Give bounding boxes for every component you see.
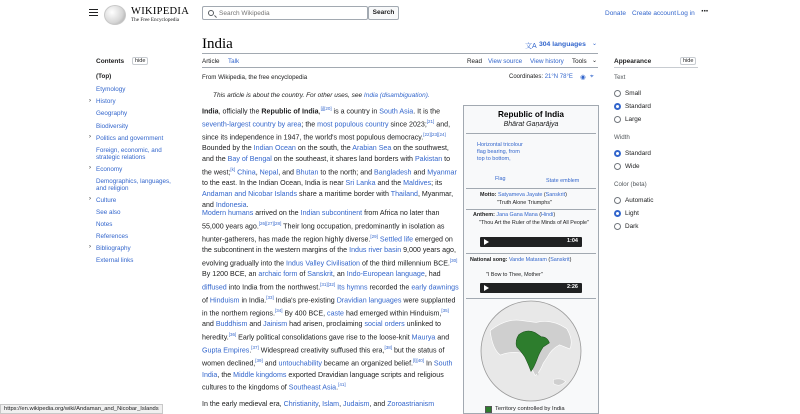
- main-menu-icon[interactable]: [89, 9, 98, 17]
- play-icon[interactable]: [484, 239, 489, 245]
- anthem-label: Anthem:: [473, 212, 495, 218]
- create-account-link[interactable]: Create account: [632, 10, 677, 17]
- orthographic-map[interactable]: [480, 300, 582, 402]
- appearance-title: Appearance: [614, 58, 652, 65]
- logo-wordmark[interactable]: WIKIPEDIA: [131, 6, 190, 17]
- infobox: [463, 105, 599, 414]
- toc-item-foreign-relations-2[interactable]: strategic relations: [96, 154, 146, 161]
- radio-large[interactable]: [614, 116, 621, 123]
- toc-item-see-also[interactable]: See also: [96, 209, 121, 216]
- tab-view-history[interactable]: View history: [530, 58, 564, 65]
- flag-link[interactable]: Flag: [495, 176, 506, 182]
- toc-item-economy[interactable]: Economy: [96, 166, 123, 173]
- hatnote-link[interactable]: India (disambiguation).: [363, 92, 430, 99]
- toc-item-biodiversity[interactable]: Biodiversity: [96, 123, 129, 130]
- color-dark-label: Dark: [625, 223, 639, 230]
- motto-row: Motto: Satyameva Jayate (Sanskrit): [480, 192, 567, 198]
- radio-light[interactable]: [614, 210, 621, 217]
- motto-label: Motto:: [480, 192, 497, 198]
- infobox-title: Republic of India: [498, 110, 564, 119]
- radio-width-wide[interactable]: [614, 163, 621, 170]
- toc-item-bibliography[interactable]: Bibliography: [96, 245, 131, 252]
- page-title: India: [202, 36, 233, 52]
- expand-economy-icon[interactable]: ›: [89, 165, 91, 171]
- toc-item-geography[interactable]: Geography: [96, 110, 128, 117]
- hatnote-text: This article is about the country. For other uses, see: [213, 92, 363, 99]
- paragraph-medieval: In the early medieval era, Christianity, Islam, Judaism, and Zoroastrianism: [202, 400, 435, 408]
- coordinates: [509, 74, 573, 80]
- radio-small[interactable]: [614, 90, 621, 97]
- map-pin-icon[interactable]: ⌖: [590, 73, 594, 80]
- toc-item-notes[interactable]: Notes: [96, 221, 113, 228]
- infobox-divider-4: [466, 253, 596, 254]
- anthem-language-link[interactable]: Hindi: [541, 212, 554, 218]
- radio-standard[interactable]: [614, 103, 621, 110]
- globe-icon[interactable]: ◉: [580, 74, 586, 81]
- anthem-translation: "Thou Art the Ruler of the Minds of All People": [479, 220, 589, 226]
- search-input[interactable]: [219, 9, 359, 18]
- toc-item-demographics[interactable]: Demographics, languages,: [96, 178, 171, 185]
- legend-text: Territory controlled by India: [495, 406, 565, 412]
- paragraph-intro: India, officially the Republic of India,[j][20] is a country in South Asia. It is the seventh-largest country by area; the most populous country since 2023;[21] and, since its independence in 1947, the world's most populous democracy.[22][23][24] Bounded by the Indian Ocean on the south, the Arabian Sea on the southwest, and the Bay of Bengal on the southeast, it shares land borders with Pakistan to the west;[k] China, Nepal, and Bhutan to the north; and Bangladesh and Myanmar to the east. In the Indian Ocean, India is near Sri Lanka and the Maldives; its Andaman and Nicobar Islands share a maritime border with Thailand, Myanmar, and Indonesia.: [202, 106, 457, 209]
- header: [0, 0, 800, 28]
- more-options-icon[interactable]: ···: [701, 6, 708, 17]
- national-song-label: National song:: [470, 257, 508, 263]
- color-label: Color (beta): [614, 181, 647, 188]
- anthem-row: Anthem: Jana Gana Mana (Hindi): [473, 212, 556, 218]
- radio-dark[interactable]: [614, 223, 621, 230]
- width-standard-label: Standard: [625, 150, 651, 157]
- expand-bibliography-icon[interactable]: ›: [89, 244, 91, 250]
- tab-article[interactable]: Article: [202, 58, 220, 68]
- motto-language-link[interactable]: Sanskrit: [545, 192, 566, 198]
- motto-link[interactable]: Satyameva Jayate: [497, 192, 543, 198]
- toc-title: Contents: [96, 58, 125, 65]
- anthem-link[interactable]: Jana Gana Mana: [496, 212, 538, 218]
- infobox-divider-5: [466, 298, 596, 299]
- title-divider: [202, 53, 598, 54]
- toc-item-politics[interactable]: Politics and government: [96, 135, 164, 142]
- tools-menu[interactable]: Tools: [572, 58, 587, 65]
- tools-chevron-icon[interactable]: ⌄: [592, 58, 598, 64]
- expand-politics-icon[interactable]: ›: [89, 134, 91, 140]
- text-small-label: Small: [625, 90, 641, 97]
- legend-swatch: [485, 406, 492, 413]
- color-automatic-label: Automatic: [625, 197, 654, 204]
- anthem-duration: 1:04: [566, 238, 578, 244]
- toc-hide-button[interactable]: hide: [132, 57, 148, 65]
- tab-read[interactable]: Read: [467, 58, 482, 68]
- flag-image-alt[interactable]: Horizontal tricolour flag bearing, from top to bottom,: [477, 142, 523, 162]
- appearance-divider: [614, 67, 698, 68]
- national-song-audio-player[interactable]: [480, 283, 582, 293]
- national-song-language-link[interactable]: Sanskrit: [550, 257, 570, 263]
- donate-link[interactable]: Donate: [605, 10, 626, 17]
- radio-width-standard[interactable]: [614, 150, 621, 157]
- play-icon[interactable]: [484, 285, 489, 291]
- infobox-divider: [466, 133, 596, 134]
- toc-item-culture[interactable]: Culture: [96, 197, 117, 204]
- login-link[interactable]: Log in: [677, 10, 695, 17]
- text-standard-label: Standard: [625, 103, 651, 110]
- tab-view-source[interactable]: View source: [488, 58, 523, 65]
- infobox-divider-2: [466, 188, 596, 189]
- search-icon: [208, 10, 214, 16]
- toc-item-top[interactable]: (Top): [96, 73, 112, 80]
- tabs-divider: [202, 67, 598, 68]
- search-box[interactable]: [202, 6, 368, 20]
- radio-automatic[interactable]: [614, 197, 621, 204]
- appearance-hide-button[interactable]: hide: [680, 57, 696, 65]
- anthem-audio-player[interactable]: [480, 237, 582, 247]
- toc-item-etymology[interactable]: Etymology: [96, 86, 126, 93]
- chevron-down-icon[interactable]: ⌄: [592, 41, 598, 47]
- wikipedia-globe-logo[interactable]: [104, 5, 126, 25]
- national-song-link[interactable]: Vande Mataram: [508, 257, 547, 263]
- tab-talk[interactable]: Talk: [228, 58, 240, 65]
- toc-item-history[interactable]: History: [96, 98, 116, 105]
- infobox-divider-3: [466, 209, 596, 210]
- infobox-native-name: Bhārat Gaṇarājya: [503, 121, 559, 128]
- tagline: From Wikipedia, the free encyclopedia: [202, 74, 308, 81]
- coordinates-link[interactable]: 21°N 78°E: [544, 74, 573, 80]
- national-song-translation: "I Bow to Thee, Mother": [486, 272, 543, 278]
- coordinates-label: Coordinates:: [509, 74, 544, 80]
- color-light-label: Light: [625, 210, 639, 217]
- width-wide-label: Wide: [625, 163, 640, 170]
- text-large-label: Large: [625, 116, 642, 123]
- search-button[interactable]: Search: [368, 6, 399, 20]
- width-label: Width: [614, 134, 630, 141]
- national-song-row: National song: Vande Mataram (Sanskrit): [470, 257, 572, 263]
- toc-item-references[interactable]: References: [96, 233, 129, 240]
- language-button[interactable]: 304 languages: [539, 41, 586, 48]
- expand-history-icon[interactable]: ›: [89, 98, 91, 104]
- toc-item-foreign-relations[interactable]: Foreign, economic, and: [96, 147, 162, 154]
- hatnote: [213, 92, 430, 99]
- motto-translation: "Truth Alone Triumphs": [497, 200, 552, 206]
- state-emblem-link[interactable]: State emblem: [546, 178, 580, 184]
- national-song-duration: 2:26: [566, 284, 578, 290]
- toc-item-demographics-2[interactable]: and religion: [96, 185, 129, 192]
- text-size-label: Text: [614, 74, 626, 81]
- language-icon[interactable]: 文A: [525, 43, 537, 50]
- logo-tagline: The Free Encyclopedia: [131, 17, 180, 23]
- expand-culture-icon[interactable]: ›: [89, 196, 91, 202]
- toc-item-external-links[interactable]: External links: [96, 257, 134, 264]
- paragraph-history: Modern humans arrived on the Indian subcontinent from Africa no later than 55,000 years ago.[26][27][28] Their long occupation, predominantly in isolation as hunter-gatherers, has made the region highly diverse.[29] Settled life emerged on the subcontinent in the western margins of the Indus river basin 9,000 years ago, evolving gradually into the Indus Valley Civilisation of the third millennium BCE.[30] By 1200 BCE, an archaic form of Sanskrit, an Indo-European language, had diffused into India from the northwest.[31][32] Its hymns recorded the early dawnings of Hinduism in India.[33] India's pre-existing Dravidian languages were supplanted in the northern regions.[34] By 400 BCE, caste had emerged within Hinduism,[35] and Buddhism and Jainism had arisen, proclaiming social orders unlinked to heredity.[36] Early political consolidations gave rise to the loose-knit Maurya and Gupta Empires.[37] Widespread creativity suffused this era,[38] but the status of women declined,[39] and untouchability became an organized belief.[l][40] In South India, the Middle kingdoms exported Dravidian language scripts and religious cultures to the kingdoms of Southeast Asia.[41]: [202, 209, 459, 392]
- link-status-bar: https://en.wikipedia.org/wiki/Andaman_and_Nicobar_Islands: [0, 404, 163, 414]
